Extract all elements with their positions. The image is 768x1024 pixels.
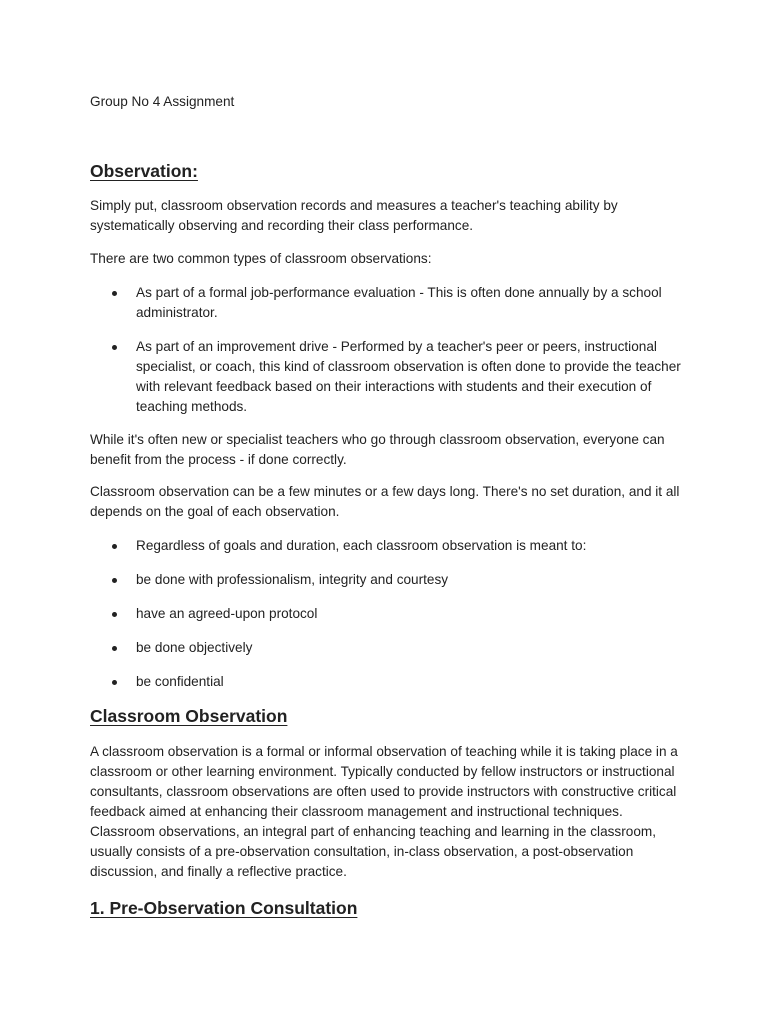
list-item-text: Regardless of goals and duration, each classroom observation is meant to: (136, 538, 587, 553)
bullet-icon (112, 544, 117, 549)
list-item-text: be done objectively (136, 640, 253, 655)
list-item (90, 337, 690, 417)
list-item (90, 672, 690, 692)
classroom-observation-heading: Classroom Observation (90, 706, 288, 726)
group-title: Group No 4 Assignment (90, 94, 235, 109)
observation-paragraph-4: Classroom observation can be a few minutes or a few days long. There's no set duration, and it all depends on the goal of each observation. (90, 484, 680, 519)
list-item-text: As part of a formal job-performance evaluation - This is often done annually by a school administrator. (136, 285, 662, 320)
bullet-icon (112, 646, 117, 651)
bullet-icon (112, 612, 117, 617)
list-item-text: have an agreed-upon protocol (136, 606, 318, 621)
observation-heading: Observation: (90, 161, 198, 181)
list-item (90, 638, 690, 658)
bullet-icon (112, 291, 117, 296)
list-item (90, 570, 690, 590)
list-item-text: be done with professionalism, integrity and courtesy (136, 572, 449, 587)
bullet-icon (112, 578, 117, 583)
list-item (90, 283, 690, 323)
bullet-icon (112, 345, 117, 350)
list-item (90, 536, 690, 556)
observation-paragraph-1: Simply put, classroom observation records and measures a teacher's teaching ability by systematically observing and recording their class performance. (90, 198, 618, 233)
classroom-observation-paragraph: A classroom observation is a formal or informal observation of teaching while it is taking place in a classroom or other learning environment. Typically conducted by fellow instructors or instructional consultants, classroom observations are often used to provide instructors with constructive critical feedback aimed at enhancing their classroom management and instructional techniques. Classroom observations, an integral part of enhancing teaching and learning in the classroom, usually consists of a pre-observation consultation, in-class observation, a post-observation discussion, and finally a reflective practice. (90, 744, 678, 879)
pre-observation-heading: 1. Pre-Observation Consultation (90, 898, 358, 918)
observation-paragraph-2: There are two common types of classroom observations: (90, 251, 432, 266)
list-item-text: be confidential (136, 674, 224, 689)
observation-paragraph-3: While it's often new or specialist teachers who go through classroom observation, everyone can benefit from the process - if done correctly. (90, 432, 665, 467)
list-item (90, 604, 690, 624)
observation-types-list-2 (90, 337, 690, 417)
bullet-icon (112, 680, 117, 685)
list-item-text: As part of an improvement drive - Performed by a teacher's peer or peers, instructional specialist, or coach, this kind of classroom observation is often done to provide the teacher with relevant feedback based on their interactions with students and their execution of teaching methods. (136, 339, 681, 414)
observation-types-list (90, 283, 690, 323)
goals-list (90, 536, 690, 692)
